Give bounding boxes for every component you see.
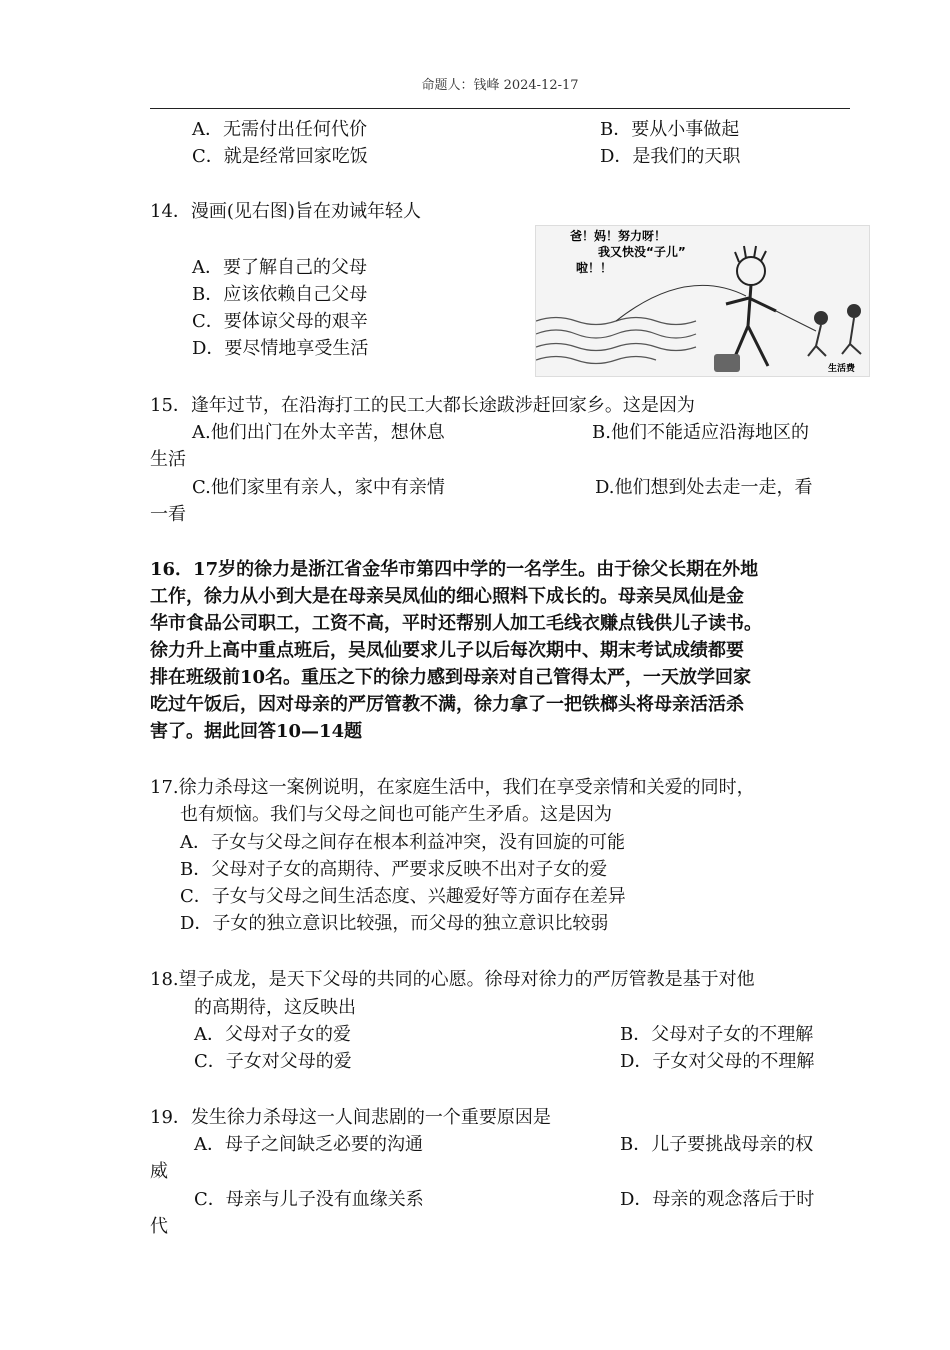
q13-option-a: A．无需付出任何代价 (192, 119, 367, 140)
q13-option-d: D．是我们的天职 (600, 146, 741, 167)
cartoon-image (535, 225, 870, 377)
q18-option-c: C．子女对父母的爱 (194, 1051, 352, 1072)
q16-passage-line: 华市食品公司职工，工资不高，平时还帮别人加工毛线衣赚点钱供儿子读书。 (150, 613, 762, 634)
q16-passage-line: 徐力升上高中重点班后，吴凤仙要求儿子以后每次期中、期末考试成绩都要 (150, 640, 744, 661)
q19-option-c: C．母亲与儿子没有血缘关系 (194, 1189, 424, 1210)
q18-option-a: A．父母对子女的爱 (194, 1024, 351, 1045)
q19-option-a: A．母子之间缺乏必要的沟通 (194, 1134, 423, 1155)
q15-option-c: C.他们家里有亲人，家中有亲情 (192, 477, 445, 498)
q14-option-a: A．要了解自己的父母 (192, 257, 367, 278)
q14-stem: 14．漫画(见右图)旨在劝诫年轻人 (150, 201, 421, 222)
q19-option-b-cont: 威 (150, 1161, 168, 1182)
q16-passage-line: 16．17岁的徐力是浙江省金华市第四中学的一名学生。由于徐父长期在外地 (150, 559, 759, 580)
cartoon-speech-3: 啦！！ (576, 261, 613, 275)
q19-option-d-cont: 代 (150, 1216, 168, 1237)
cartoon-speech-2: 我又快没“子儿” (598, 245, 686, 259)
q17-stem-cont: 也有烦恼。我们与父母之间也可能产生矛盾。这是因为 (180, 804, 612, 825)
header-rule (150, 108, 850, 109)
q13-option-b: B．要从小事做起 (600, 119, 740, 140)
q18-stem-cont: 的高期待，这反映出 (194, 997, 356, 1018)
q16-passage-line: 吃过午饭后，因对母亲的严厉管教不满，徐力拿了一把铁榔头将母亲活活杀 (150, 694, 744, 715)
q15-option-d: D.他们想到处去走一走，看 (595, 477, 813, 498)
q16-passage-line: 害了。据此回答10—14题 (150, 721, 363, 742)
q17-option-c: C．子女与父母之间生活态度、兴趣爱好等方面存在差异 (180, 886, 626, 907)
q15-option-b-cont: 生活 (150, 449, 186, 470)
q19-option-b: B．儿子要挑战母亲的权 (620, 1134, 814, 1155)
q19-option-d: D．母亲的观念落后于时 (620, 1189, 815, 1210)
q14-option-c: C．要体谅父母的艰辛 (192, 311, 368, 332)
q15-stem: 15．逢年过节，在沿海打工的民工大都长途跋涉赶回家乡。这是因为 (150, 395, 695, 416)
q18-stem: 18.望子成龙，是天下父母的共同的心愿。徐母对徐力的严厉管教是基于对他 (150, 969, 755, 990)
cartoon-bag-label: 生活费 (828, 364, 856, 374)
q15-option-b: B.他们不能适应沿海地区的 (592, 422, 809, 443)
q19-stem: 19．发生徐力杀母这一人间悲剧的一个重要原因是 (150, 1107, 551, 1128)
q16-passage-line: 排在班级前10名。重压之下的徐力感到母亲对自己管得太严，一天放学回家 (150, 667, 752, 688)
q17-option-d: D．子女的独立意识比较强，而父母的独立意识比较弱 (180, 913, 609, 934)
q17-option-b: B．父母对子女的高期待、严要求反映不出对子女的爱 (180, 859, 608, 880)
q15-option-d-cont: 一看 (150, 504, 186, 525)
q17-option-a: A．子女与父母之间存在根本利益冲突，没有回旋的可能 (180, 832, 625, 853)
q14-option-b: B．应该依赖自己父母 (192, 284, 368, 305)
cartoon-drawing (536, 226, 869, 376)
q18-option-d: D．子女对父母的不理解 (620, 1051, 815, 1072)
q14-option-d: D．要尽情地享受生活 (192, 338, 369, 359)
author-header: 命题人：钱峰 2024-12-17 (421, 78, 579, 93)
q15-option-a: A.他们出门在外太辛苦，想休息 (192, 422, 445, 443)
q16-passage-line: 工作，徐力从小到大是在母亲吴凤仙的细心照料下成长的。母亲吴凤仙是金 (150, 586, 744, 607)
q13-option-c: C．就是经常回家吃饭 (192, 146, 368, 167)
q17-stem: 17.徐力杀母这一案例说明，在家庭生活中，我们在享受亲情和关爱的同时， (150, 777, 755, 798)
cartoon-speech-1: 爸！妈！努力呀！ (570, 229, 667, 243)
q18-option-b: B．父母对子女的不理解 (620, 1024, 814, 1045)
